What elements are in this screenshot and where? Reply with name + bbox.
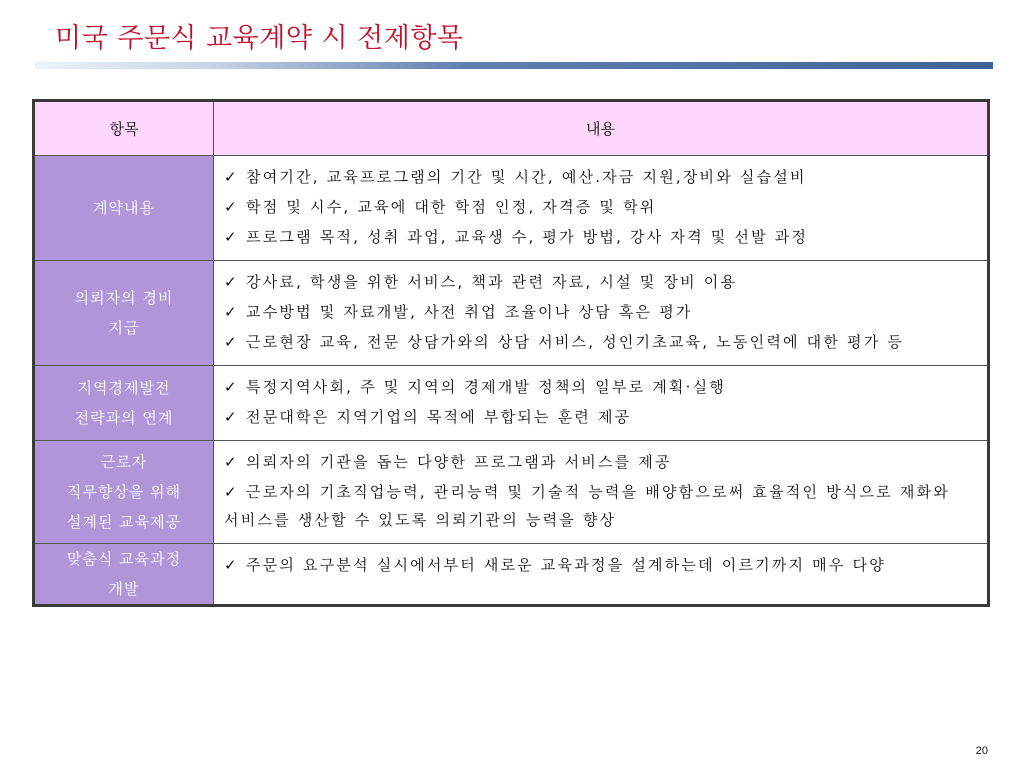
checkmark-icon: ✓ — [224, 453, 237, 471]
row-label-line: 설계된 교육제공 — [66, 513, 182, 531]
row-content — [214, 441, 989, 544]
bullet-text: 프로그램 목적, 성취 과업, 교육생 수, 평가 방법, 강사 자격 및 선발 과정 — [246, 228, 809, 246]
bullet-item — [224, 268, 975, 296]
slide-title: 미국 주문식 교육계약 시 전제항목 — [55, 23, 464, 54]
checkmark-icon: ✓ — [224, 228, 237, 246]
checkmark-icon: ✓ — [224, 273, 237, 291]
checkmark-icon: ✓ — [224, 198, 237, 216]
bullet-text: 강사료, 학생을 위한 서비스, 책과 관련 자료, 시설 및 장비 이용 — [246, 273, 738, 291]
row-label-line: 지역경제발전 — [77, 379, 171, 397]
row-content — [214, 156, 989, 261]
premises-table — [32, 99, 990, 607]
table-header-row — [34, 101, 989, 156]
bullet-text: 학점 및 시수, 교육에 대한 학점 인정, 자격증 및 학위 — [246, 198, 657, 216]
bullet-text: 근로자의 기초직업능력, 관리능력 및 기술적 능력을 배양함으로써 효율적인 방식으로 재화와 서비스를 생산할 수 있도록 의뢰기관의 능력을 향상 — [224, 483, 950, 529]
checkmark-icon: ✓ — [224, 556, 237, 574]
table-row — [34, 441, 989, 544]
row-label-line: 지급 — [108, 319, 140, 337]
row-label-line: 근로자 — [100, 453, 148, 471]
table-row — [34, 156, 989, 261]
row-label — [34, 366, 214, 441]
row-label-line: 개발 — [108, 580, 140, 598]
checkmark-icon: ✓ — [224, 483, 237, 501]
checkmark-icon: ✓ — [224, 408, 237, 426]
bullet-item — [224, 163, 975, 191]
row-label-line: 계약내용 — [93, 199, 155, 217]
row-label — [34, 441, 214, 544]
bullet-item — [224, 328, 975, 356]
title-underline — [35, 62, 993, 69]
bullet-item — [224, 373, 975, 401]
bullet-text: 주문의 요구분석 실시에서부터 새로운 교육과정을 설계하는데 이르기까지 매우 다양 — [246, 556, 886, 574]
table-row — [34, 544, 989, 606]
bullet-text: 의뢰자의 기관을 돕는 다양한 프로그램과 서비스를 제공 — [246, 453, 672, 471]
table-row — [34, 366, 989, 441]
row-content — [214, 366, 989, 441]
bullet-text: 근로현장 교육, 전문 상담가와의 상담 서비스, 성인기초교육, 노동인력에 대한 평가 등 — [246, 333, 905, 351]
checkmark-icon: ✓ — [224, 303, 237, 321]
row-label-line: 맞춤식 교육과정 — [66, 550, 182, 568]
row-label-line: 의뢰자의 경비 — [74, 289, 174, 307]
row-label — [34, 261, 214, 366]
bullet-item — [224, 223, 975, 251]
bullet-text: 참여기간, 교육프로그램의 기간 및 시간, 예산.자금 지원,장비와 실습설비 — [246, 168, 807, 186]
header-item: 항목 — [34, 101, 214, 156]
row-label-line: 전략과의 연계 — [74, 409, 174, 427]
table-body — [34, 156, 989, 606]
bullet-item — [224, 551, 975, 579]
bullet-text: 전문대학은 지역기업의 목적에 부합되는 훈련 제공 — [246, 408, 632, 426]
bullet-item — [224, 478, 975, 534]
table-row — [34, 261, 989, 366]
bullet-item — [224, 403, 975, 431]
bullet-item — [224, 193, 975, 221]
header-content: 내용 — [214, 101, 989, 156]
bullet-text: 교수방법 및 자료개발, 사전 취업 조율이나 상담 혹은 평가 — [246, 303, 693, 321]
bullet-item — [224, 298, 975, 326]
row-label — [34, 544, 214, 606]
checkmark-icon: ✓ — [224, 168, 237, 186]
checkmark-icon: ✓ — [224, 378, 237, 396]
bullet-text: 특정지역사회, 주 및 지역의 경제개발 정책의 일부로 계획·실행 — [246, 378, 726, 396]
page-number: 20 — [975, 745, 988, 757]
checkmark-icon: ✓ — [224, 333, 237, 351]
row-label-line: 직무향상을 위해 — [66, 483, 182, 501]
bullet-item — [224, 448, 975, 476]
row-label — [34, 156, 214, 261]
row-content — [214, 261, 989, 366]
row-content — [214, 544, 989, 606]
